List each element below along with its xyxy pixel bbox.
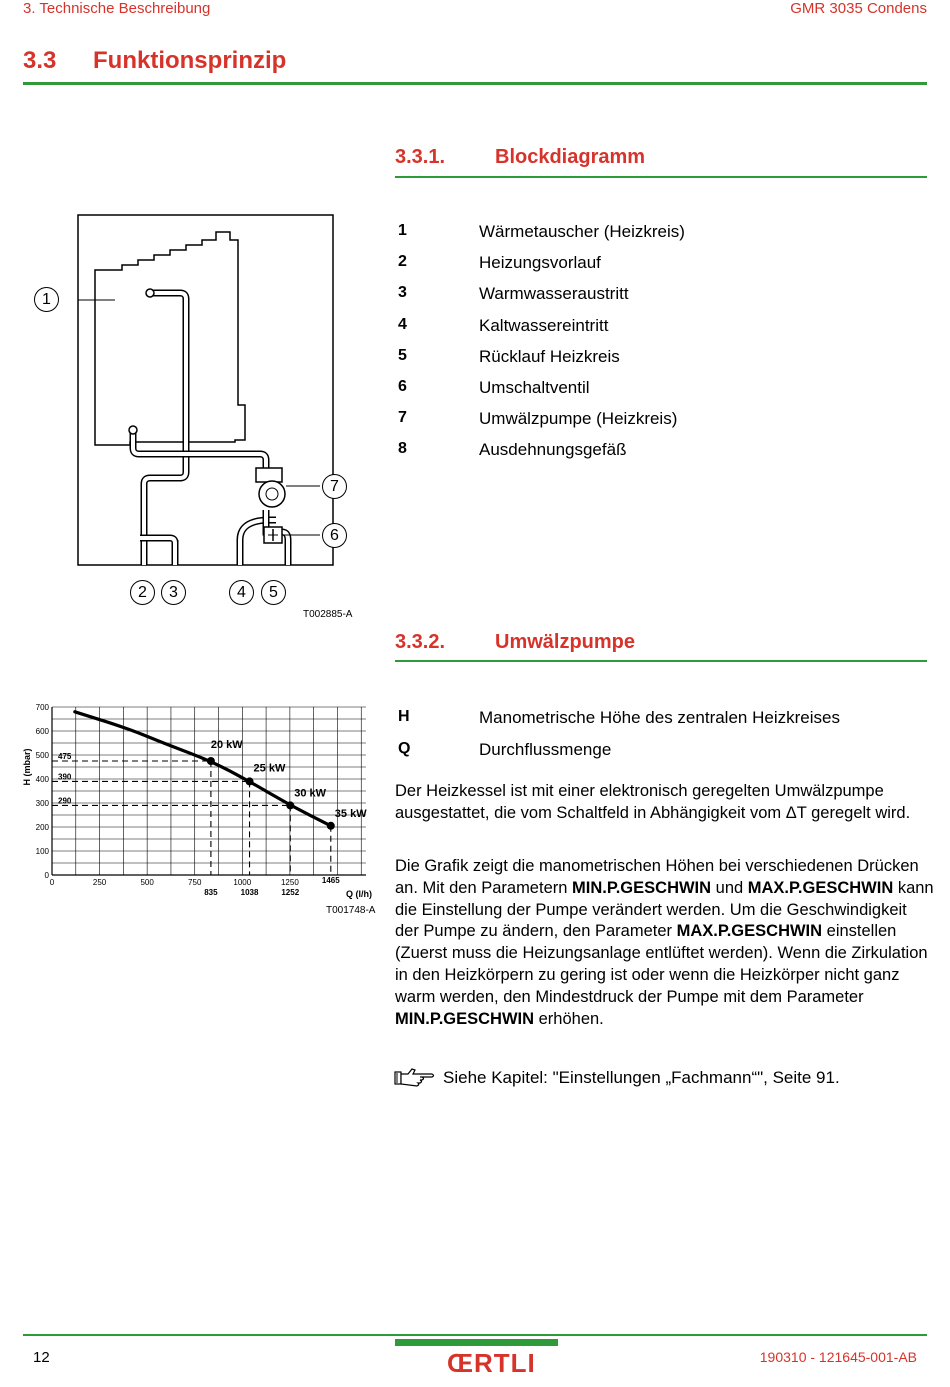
return-pipe-inner	[133, 432, 266, 475]
legend-num: 5	[398, 347, 407, 364]
chart-marks	[22, 703, 372, 899]
x-axis-label: Q (l/h)	[346, 889, 372, 899]
callout-5: 5	[261, 580, 286, 605]
y-tick-label: 300	[35, 799, 49, 808]
footer-logo-bar	[395, 1339, 558, 1346]
legend-text: Warmwasseraustritt	[479, 284, 629, 303]
legend-text: Umschaltventil	[479, 378, 590, 397]
point-x-label: 1252	[281, 888, 300, 897]
pointing-hand-icon	[394, 1066, 438, 1088]
oertli-logo: ŒRTLI	[447, 1348, 536, 1378]
legend-text: Rücklauf Heizkreis	[479, 347, 620, 366]
legend-num: 8	[398, 440, 407, 457]
paragraph-text: Die Grafik zeigt die manometrischen Höhen bei verschiedenen Drücken an. Mit den Parametern	[395, 857, 919, 897]
y-axis-label: H (mbar)	[22, 748, 32, 786]
legend-text: Umwälzpumpe (Heizkreis)	[479, 409, 678, 428]
block-diagram	[30, 210, 360, 625]
callout-2: 2	[130, 580, 155, 605]
x-tick-label: 1250	[280, 878, 299, 887]
x-tick-label: 1000	[233, 878, 252, 887]
pump-figure-ref: T001748-A	[326, 905, 376, 916]
operating-point	[246, 777, 254, 785]
block-figure-ref: T002885-A	[303, 609, 353, 620]
heat-exchanger	[95, 232, 245, 445]
document-code: 190310 - 121645-001-AB	[759, 1349, 917, 1365]
pump-title: Umwälzpumpe	[495, 631, 636, 653]
page-number: 12	[33, 1349, 50, 1366]
pump-legend-text-h: Manometrische Höhe des zentralen Heizkreises	[479, 708, 840, 727]
parameter-name: MAX.P.GESCHWIN	[676, 922, 823, 941]
section-title: Funktionsprinzip	[93, 47, 287, 74]
x-tick-label: 500	[140, 878, 154, 887]
paragraph-text: kann die Einstellung der Pumpe verändert werden. Um die Geschwindigkeit der Pumpe zu ändern, den Parameter	[395, 878, 934, 941]
flow-connection-icon	[146, 289, 154, 297]
y-tick-label: 200	[35, 823, 49, 832]
callout-7: 7	[322, 474, 347, 499]
pump-legend-text-q: Durchflussmenge	[479, 740, 612, 759]
block-number: 3.3.1.	[395, 146, 446, 168]
return-connection-icon	[129, 426, 137, 434]
legend-num: 7	[398, 409, 407, 426]
power-label: 25 kW	[253, 762, 286, 775]
pump-legend-key-q: Q	[398, 740, 411, 757]
y-tick-label: 400	[35, 775, 49, 784]
y-tick-label: 100	[35, 847, 49, 856]
paragraph-text: erhöhen.	[534, 1009, 604, 1028]
point-y-label: 475	[58, 752, 72, 761]
power-label: 20 kW	[210, 739, 243, 751]
header-product: GMR 3035 Condens	[790, 0, 927, 17]
paragraph-text: einstellen (Zuerst muss die Heizungsanlage entlüftet werden). Wenn die Zirkulation in den Heizkörpern zu gering ist oder wenn die Heizkörper nicht ganz warm werden, den Mindestdruck der Pumpe mit dem Parameter	[395, 922, 928, 1006]
pump-number: 3.3.2.	[395, 631, 446, 653]
pump-legend-key-h: H	[398, 708, 410, 725]
y-tick-label: 600	[35, 727, 49, 736]
footer-rule	[23, 1334, 927, 1336]
point-x-label: 1038	[240, 888, 259, 897]
operating-point	[207, 757, 215, 765]
callout-1: 1	[34, 287, 59, 312]
pump-housing	[256, 468, 282, 482]
pump-paragraph-2	[395, 856, 935, 1030]
x-tick-label: 250	[92, 878, 107, 887]
legend-num: 4	[398, 316, 407, 333]
point-x-label: 1465	[321, 876, 340, 885]
pump-rotor-icon	[266, 488, 278, 500]
legend-text: Heizungsvorlauf	[479, 253, 601, 272]
block-rule	[395, 176, 927, 178]
point-y-label: 290	[58, 796, 72, 806]
section-number: 3.3	[23, 47, 57, 74]
operating-point	[286, 801, 294, 809]
x-tick-label: 750	[188, 878, 202, 887]
power-label: 30 kW	[294, 787, 327, 800]
flow-pipe	[148, 293, 186, 465]
paragraph-text: und	[711, 878, 748, 897]
see-chapter-reference: Siehe Kapitel: "Einstellungen „Fachmann“", Seite 91.	[443, 1068, 840, 1087]
callout-3: 3	[161, 580, 186, 605]
legend-text: Kaltwassereintritt	[479, 316, 609, 335]
header-chapter: 3. Technische Beschreibung	[23, 0, 211, 17]
y-tick-label: 500	[35, 751, 49, 760]
legend-num: 3	[398, 284, 407, 301]
flow-pipe-inner	[148, 293, 186, 465]
block-title: Blockdiagramm	[495, 146, 646, 168]
power-label: 35 kW	[334, 807, 367, 820]
legend-num: 2	[398, 253, 407, 270]
callout-6: 6	[322, 523, 347, 548]
boiler-casing	[78, 215, 333, 565]
operating-point	[327, 822, 335, 830]
legend-text: Ausdehnungsgefäß	[479, 440, 627, 459]
x-tick-label: 0	[49, 878, 55, 887]
section-rule	[23, 82, 927, 85]
legend-text: Wärmetauscher (Heizkreis)	[479, 222, 685, 241]
supply-pipe-2-inner	[144, 465, 186, 565]
y-tick-label: 700	[35, 703, 49, 712]
parameter-name: MIN.P.GESCHWIN	[572, 878, 712, 897]
legend-num: 6	[398, 378, 407, 395]
point-y-label: 390	[58, 772, 72, 782]
legend-num: 1	[398, 222, 407, 239]
parameter-name: MIN.P.GESCHWIN	[395, 1009, 535, 1028]
point-x-label: 835	[204, 888, 218, 897]
pump-paragraph-1: Der Heizkessel ist mit einer elektronisch geregelten Umwälzpumpe ausgestattet, die vom Schaltfeld in Abhängigkeit vom ΔT geregelt wird.	[395, 782, 911, 822]
pump-rule	[395, 660, 927, 662]
parameter-name: MAX.P.GESCHWIN	[747, 878, 894, 897]
callout-4: 4	[229, 580, 254, 605]
pump-chart	[20, 696, 380, 921]
y-tick-label: 0	[44, 871, 49, 880]
